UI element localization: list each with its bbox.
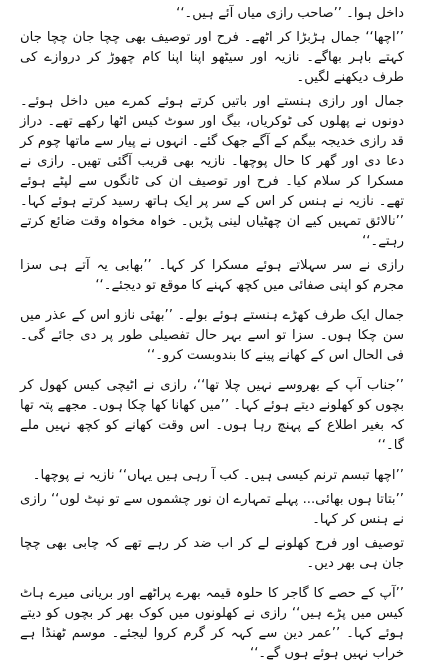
paragraph-6: ’’جناب آپ کے بھروسے نہیں چلا تھا‘‘، رازی نے اٹیچی کیس کھول کر بچوں کو کھلونے دیتے ہوئے کہا۔ ’’میں کھانا کھا چکا ہوں۔ مجھے پتہ تھا کہ بغیر اطلاع کے پہنچ رہا ہوں۔ اس وقت کھانے کو کچھ نہیں ملے گا۔‘‘ — [20, 378, 404, 453]
paragraph-3: جمال اور رازی ہنستے اور باتیں کرتے ہوئے کمرے میں داخل ہوئے۔ دونوں نے پھلوں کی ٹوکریاں، بیگ اور سوٹ کیس اٹھا رکھے تھے۔ دراز قد رازی خدیجہ بیگم کے آگے جھک گئے۔ انہوں نے پیار سے ماتھا چوم کر دعا دی اور گھر کا حال پوچھا۔ نازیہ بھی قریب آگئی تھیں۔ رازی نے مسکرا کر سلام کیا۔ فرح اور توصیف ان کی ٹانگوں سے لپٹے ہوئے تھے۔ نازیہ نے ہنس کر اس کے سر پر ایک ہاتھ رسید کرتے ہوئے کہا۔ ’’نالائق تمہیں کیے ان چھٹیاں لینی پڑیں۔ خواہ مخواہ وقت ضائع کرتے رہتے۔‘‘ — [20, 94, 404, 249]
paragraph-9: توصیف اور فرح کھلونے لے کر اب ضد کر رہے تھے کہ چابی بھی چچا جان ہی بھر دیں۔ — [20, 536, 404, 571]
paragraph-4: رازی نے سر سہلاتے ہوئے مسکرا کر کہا۔ ’’بھابی یہ آتے ہی سزا مجرم کو اپنی صفائی میں کچھ کہنے کا موقع تو دیجئے۔‘‘ — [20, 258, 404, 293]
paragraph-10: ’’آپ کے حصے کا گاجر کا حلوہ قیمہ بھرے پراٹھے اور بریانی میرے ہاٹ کیس میں پڑے ہیں‘‘ رازی نے کھلونوں میں کوک بھر کر بچوں کو دیتے ہوئے کہا۔ ’’عمر دین سے کہہ کر گرم کروا لیجئے۔ موسم ٹھنڈا ہے خراب نہیں ہوئے ہوں گے۔‘‘ — [20, 586, 404, 661]
paragraph-5: جمال ایک طرف کھڑے ہنستے ہوئے بولے۔ ’’بھئی نازو اس کے عذر میں سن چکا ہوں۔ سزا تو اسے بہر حال تفصیلی طور پر دی جائے گی۔ فی الحال اس کے کھانے پینے کا بندوبست کرو۔‘‘ — [20, 308, 404, 363]
paragraph-2: ’’اچھا‘‘ جمال ہڑبڑا کر اٹھے۔ فرح اور توصیف بھی چچا جان چچا جان کہتے باہر بھاگے۔ نازیہ اور سیٹھو اپنا اپنا کام چھوڑ کر دروازے کی طرف دیکھنے لگیں۔ — [20, 30, 404, 85]
paragraph-8: ’’بتاتا ہوں بھائی... پہلے تمہارے ان نور چشموں سے تو نپٹ لوں‘‘ رازی نے ہنس کر کہا۔ — [20, 492, 404, 527]
paragraph-7: ’’اچھا تبسم ترنم کیسی ہیں۔ کب آ رہی ہیں یہاں‘‘ نازیہ نے پوچھا۔ — [32, 468, 404, 483]
paragraph-1: داخل ہوا۔ ’’صاحب رازی میاں آئے ہیں۔‘‘ — [176, 6, 404, 21]
